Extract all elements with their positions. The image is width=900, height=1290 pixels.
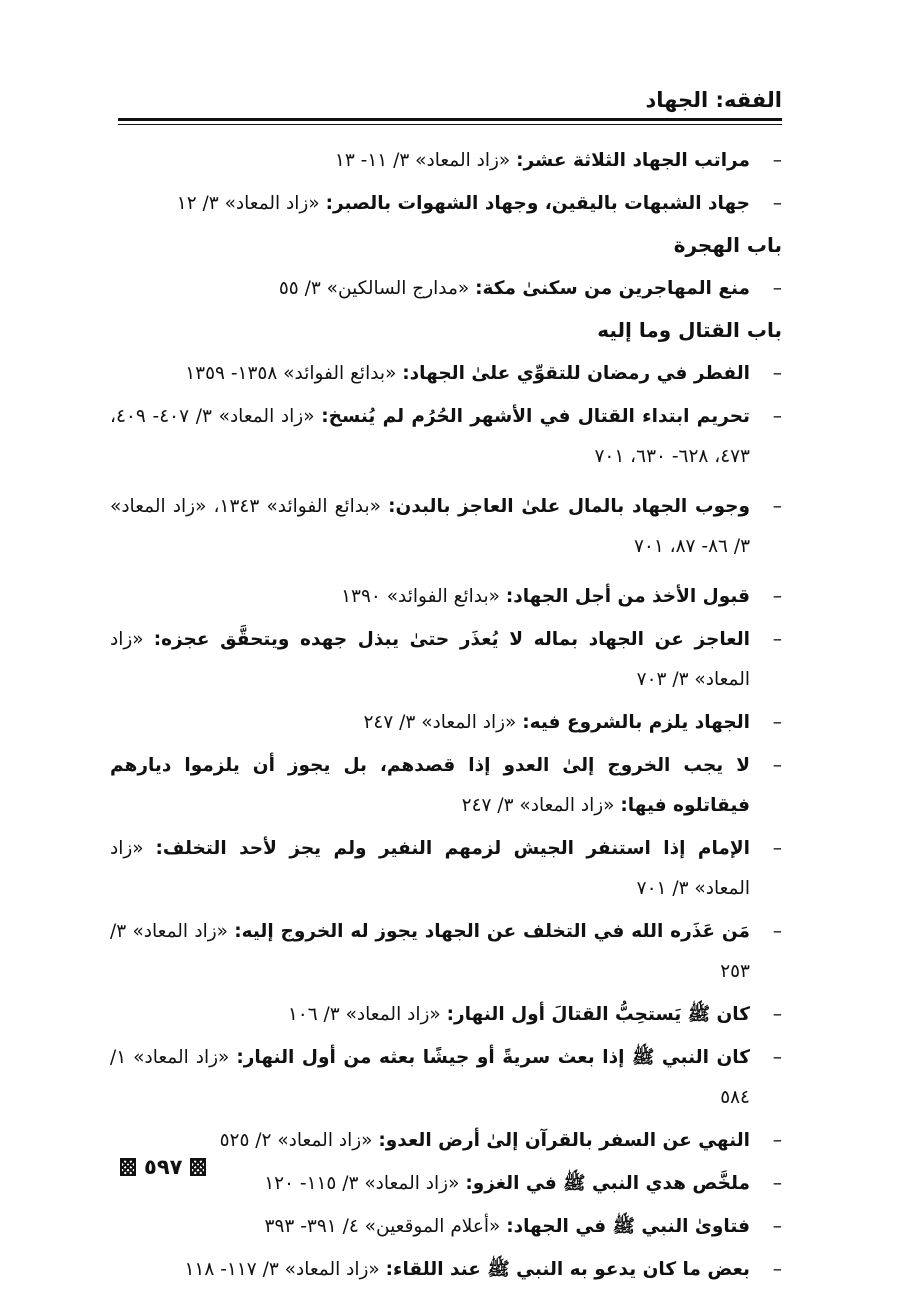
index-entry	[110, 1164, 782, 1204]
index-entry	[110, 829, 782, 909]
entry-source: «زاد المعاد» ٣/ ٧٠١	[110, 838, 750, 899]
index-content	[110, 138, 782, 1290]
entry-title: جهاد الشبهات باليقين، وجهاد الشهوات بالصبر:	[325, 193, 750, 214]
header-rule-thick	[118, 118, 782, 121]
bullet-dash: –	[772, 755, 782, 776]
bullet-dash: –	[772, 712, 782, 733]
index-entry	[110, 184, 782, 224]
index-entry	[110, 141, 782, 181]
bullet-dash: –	[772, 1130, 782, 1151]
entry-source: «بدائع الفوائد» ١٣٥٨- ١٣٥٩	[185, 363, 403, 384]
bullet-dash: –	[772, 1259, 782, 1280]
bullet-dash: –	[772, 496, 782, 517]
entry-source: «بدائع الفوائد» ١٣٩٠	[341, 586, 506, 607]
entry-source: «زاد المعاد» ٣/ ١١- ١٣	[334, 150, 517, 171]
entry-title: الجهاد يلزم بالشروع فيه:	[522, 712, 750, 733]
entry-source: «أعلام الموقعين» ٤/ ٣٩١- ٣٩٣	[264, 1216, 507, 1237]
entry-source: «زاد المعاد» ١/ ٥٨٤	[110, 1047, 750, 1108]
entry-source: «بدائع الفوائد» ١٣٤٣، «زاد المعاد» ٣/ ٨٦- ٨٧، ٧٠١	[110, 496, 750, 557]
index-entry	[110, 577, 782, 617]
entry-title: قبول الأخذ من أجل الجهاد:	[505, 586, 750, 607]
index-entry	[110, 487, 782, 567]
bullet-dash: –	[772, 406, 782, 427]
bullet-dash: –	[772, 363, 782, 384]
bullet-dash: –	[772, 1004, 782, 1025]
entry-title: كان النبي ﷺ إذا بعث سريةً أو جيشًا بعثه من أول النهار:	[236, 1047, 750, 1068]
entry-title: وجوب الجهاد بالمال علىٰ العاجز بالبدن:	[388, 496, 750, 517]
section-heading: باب الهجرة	[673, 233, 782, 257]
index-entry	[110, 746, 782, 826]
entry-source: «زاد المعاد» ٢/ ٥٢٥	[219, 1130, 379, 1151]
entry-title: بعض ما كان يدعو به النبي ﷺ عند اللقاء:	[385, 1259, 750, 1280]
header-rule-thin	[118, 124, 782, 125]
entry-source: «زاد المعاد» ٣/ ١٠٦	[287, 1004, 447, 1025]
bullet-dash: –	[772, 586, 782, 607]
bullet-dash: –	[772, 629, 782, 650]
running-header: الفقه: الجهاد	[645, 88, 782, 112]
entry-source: «زاد المعاد» ٣/ ٧٠٣	[110, 629, 750, 690]
entry-title: ملخَّص هدي النبي ﷺ في الغزو:	[465, 1173, 750, 1194]
entry-source: «زاد المعاد» ٣/ ٢٤٧	[461, 795, 621, 816]
entry-title: منع المهاجرين من سكنىٰ مكة:	[475, 278, 750, 299]
entry-source: «زاد المعاد» ٣/ ١١٧- ١١٨	[184, 1259, 386, 1280]
section-heading: باب القتال وما إليه	[597, 318, 782, 342]
entry-source: «مدارج السالكين» ٣/ ٥٥	[278, 278, 476, 299]
index-entry	[110, 269, 782, 309]
entry-title: لا يجب الخروج إلىٰ العدو إذا قصدهم، بل يجوز أن يلزموا ديارهم فيقاتلوه فيها:	[110, 755, 750, 816]
index-entry	[110, 1207, 782, 1247]
index-entry	[110, 1250, 782, 1290]
entry-title: كان ﷺ يَستحِبُّ القتالَ أول النهار:	[446, 1004, 750, 1025]
entry-title: فتاوىٰ النبي ﷺ في الجهاد:	[506, 1216, 750, 1237]
bullet-dash: –	[772, 278, 782, 299]
entry-title: النهي عن السفر بالقرآن إلىٰ أرض العدو:	[378, 1130, 750, 1151]
bullet-dash: –	[772, 921, 782, 942]
bullet-dash: –	[772, 193, 782, 214]
index-entry	[110, 703, 782, 743]
entry-title: العاجز عن الجهاد بماله لا يُعذَر حتىٰ يبذل جهده ويتحقَّق عجزه:	[153, 629, 750, 650]
bullet-dash: –	[772, 838, 782, 859]
entry-title: مَن عَذَره الله في التخلف عن الجهاد يجوز له الخروج إليه:	[234, 921, 750, 942]
bullet-dash: –	[772, 1216, 782, 1237]
page-footer	[120, 1155, 206, 1179]
entry-source: «زاد المعاد» ٣/ ٢٥٣	[110, 921, 750, 982]
bullet-dash: –	[772, 1173, 782, 1194]
entry-title: الفطر في رمضان للتقوِّي علىٰ الجهاد:	[402, 363, 750, 384]
bullet-dash: –	[772, 1047, 782, 1068]
entry-title: مراتب الجهاد الثلاثة عشر:	[516, 150, 750, 171]
entry-source: «زاد المعاد» ٣/ ٤٠٧- ٤٠٩، ٤٧٣، ٦٢٨- ٦٣٠، ٧٠١	[110, 406, 750, 467]
index-entry	[110, 995, 782, 1035]
entry-source: «زاد المعاد» ٣/ ٢٤٧	[363, 712, 523, 733]
entry-source: «زاد المعاد» ٣/ ١١٥- ١٢٠	[264, 1173, 466, 1194]
entry-source: «زاد المعاد» ٣/ ١٢	[176, 193, 326, 214]
page-number: ٥٩٧	[144, 1155, 183, 1179]
index-entry	[110, 1121, 782, 1161]
index-entry	[110, 1038, 782, 1118]
index-entry	[110, 354, 782, 394]
square-ornament-icon	[120, 1158, 136, 1176]
index-entry	[110, 620, 782, 700]
index-entry	[110, 912, 782, 992]
entry-title: الإمام إذا استنفر الجيش لزمهم النفير ولم يجز لأحد التخلف:	[155, 838, 750, 859]
index-entry	[110, 397, 782, 477]
entry-title: تحريم ابتداء القتال في الأشهر الحُرُم لم يُنسخ:	[321, 406, 750, 427]
square-ornament-icon	[190, 1158, 206, 1176]
bullet-dash: –	[772, 150, 782, 171]
